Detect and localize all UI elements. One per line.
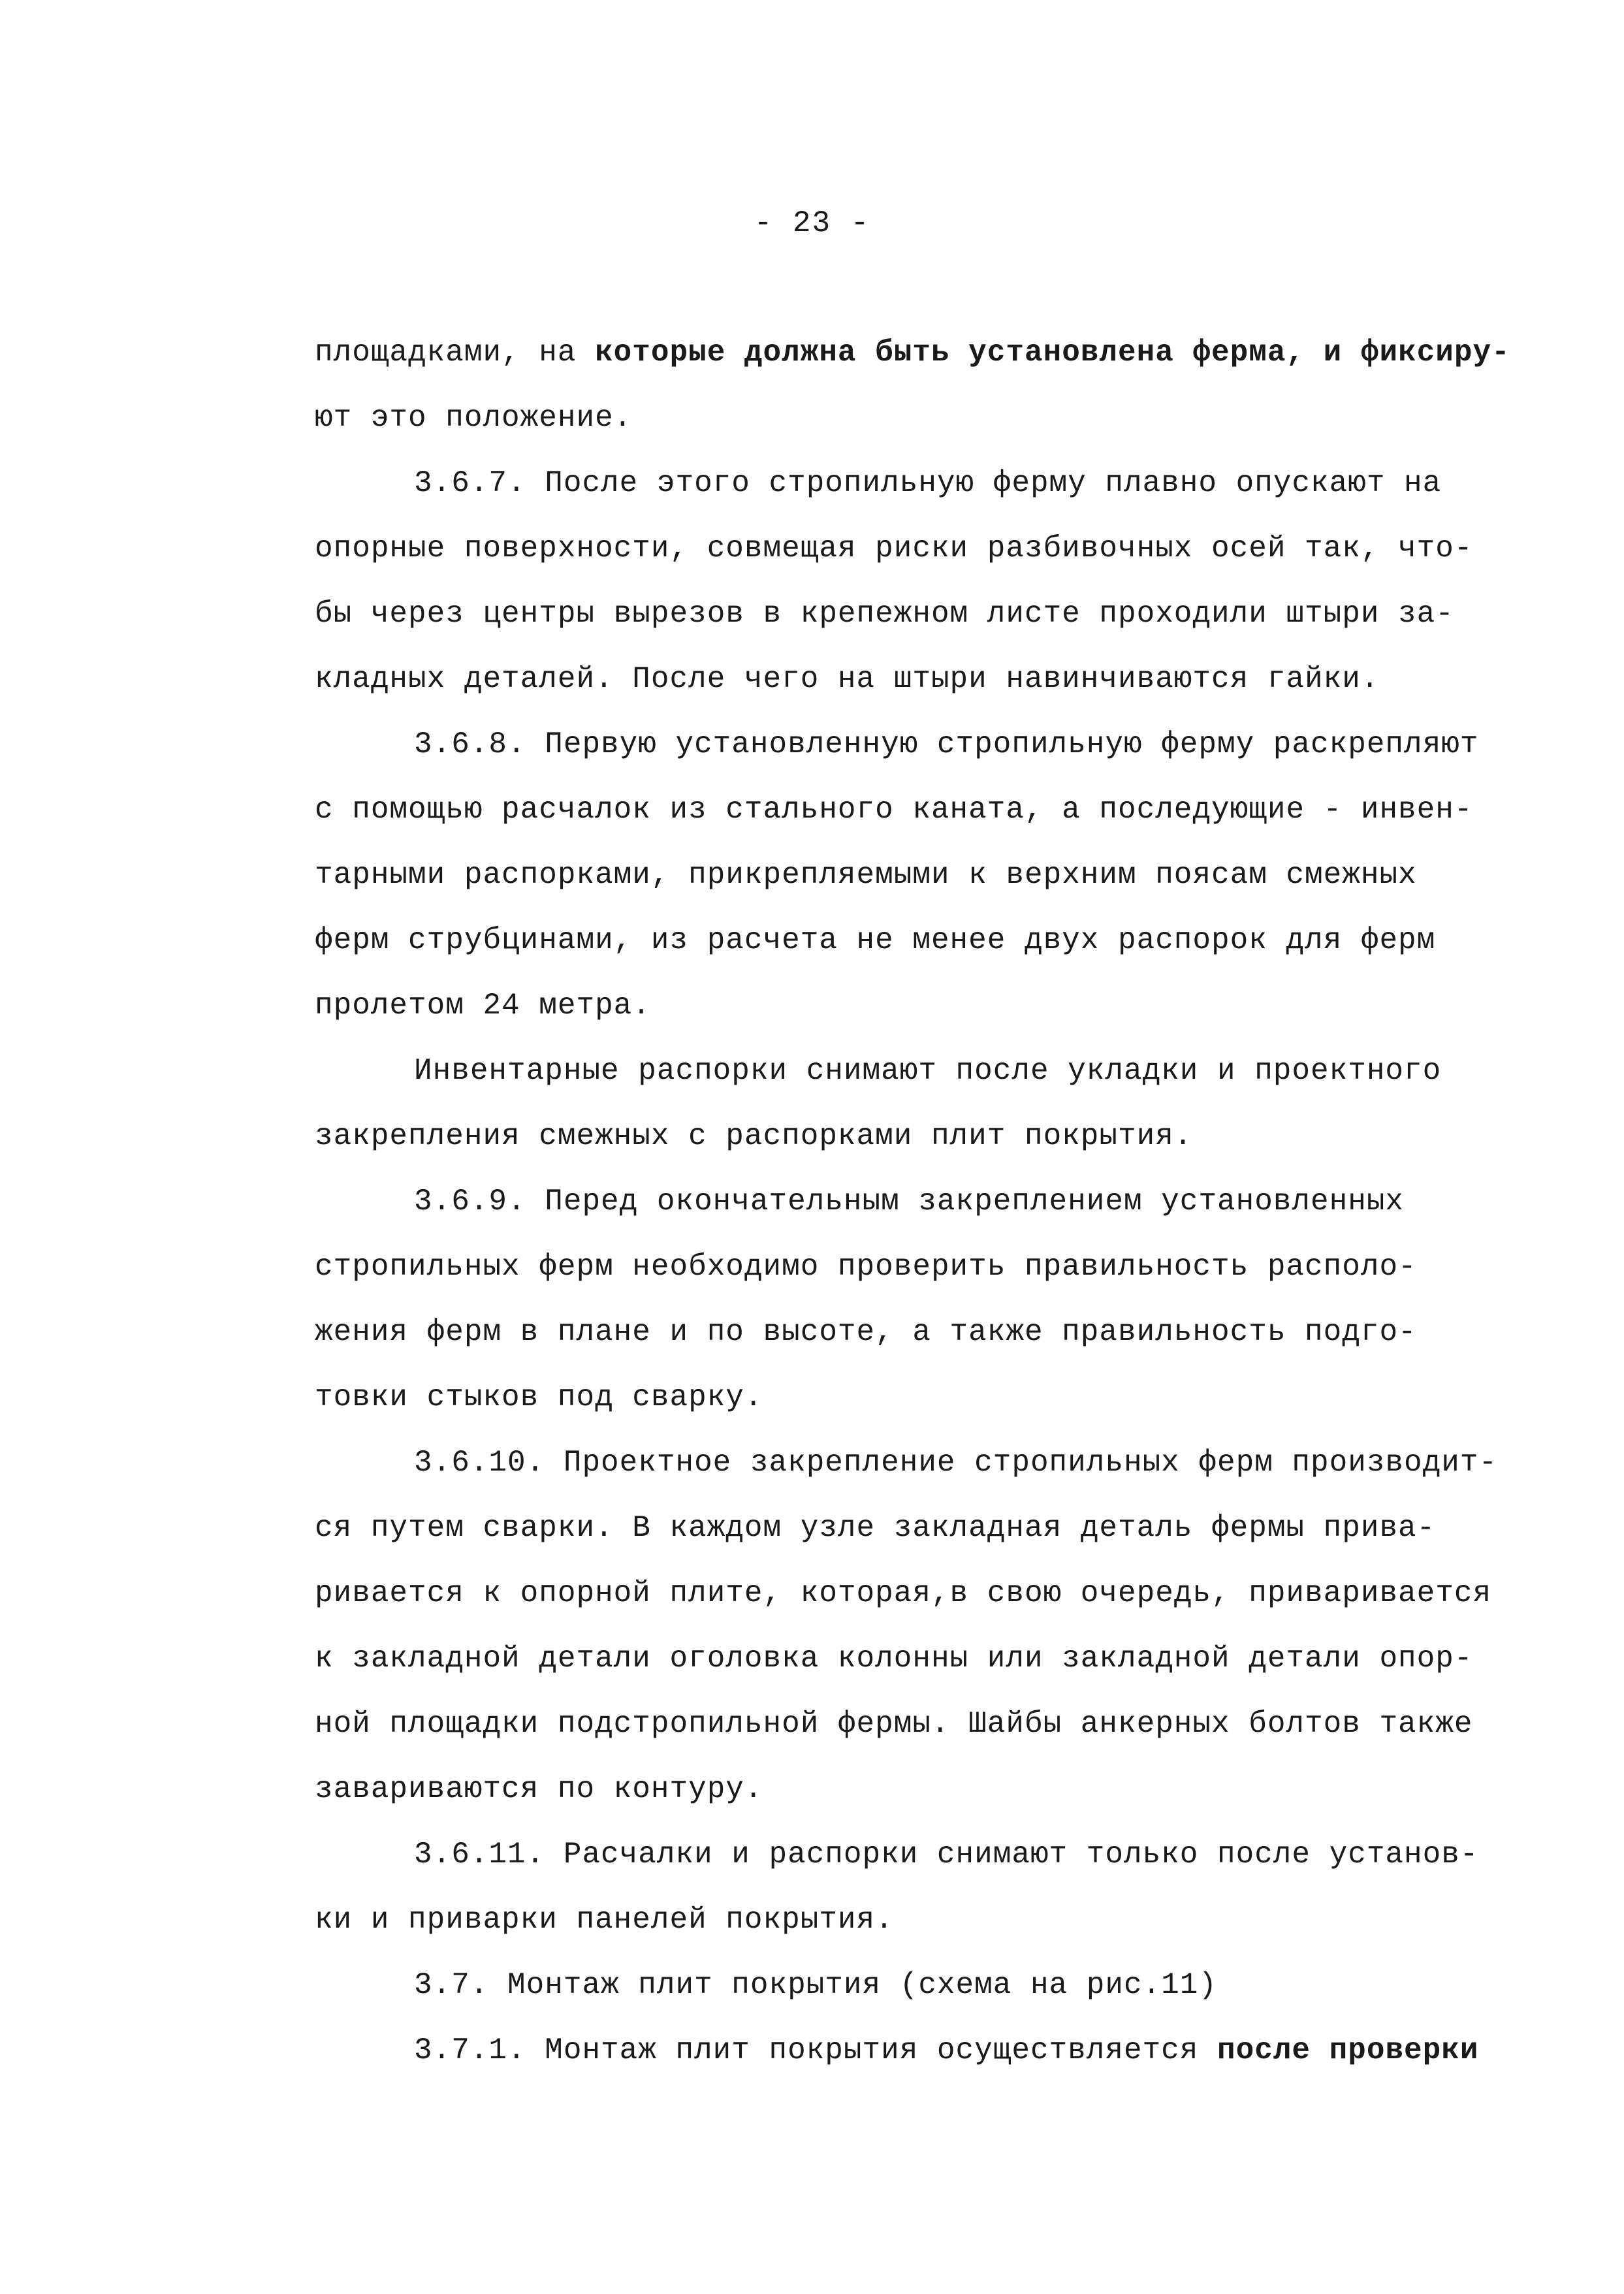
- paragraph-inventory-start: Инвентарные распорки снимают после укладки и проектного: [414, 1054, 1442, 1088]
- text-line: кладных деталей. После чего на штыри навинчиваются гайки.: [315, 662, 1380, 696]
- text-line: опорные поверхности, совмещая риски разбивочных осей так, что-: [315, 532, 1473, 566]
- text-line: ки и приварки панелей покрытия.: [315, 1903, 894, 1937]
- text-line: бы через центры вырезов в крепежном листе проходили штыри за-: [315, 597, 1454, 631]
- paragraph-3-6-11-start: 3.6.11. Расчалки и распорки снимают только после установ-: [414, 1838, 1479, 1872]
- text-line: к закладной детали оголовка колонны или закладной детали опор-: [315, 1642, 1473, 1676]
- text-line: ривается к опорной плите, которая,в свою очередь, приваривается: [315, 1576, 1492, 1610]
- page-number: - 23 -: [754, 206, 870, 240]
- text-line: ют это положение.: [315, 401, 633, 435]
- text-line: товки стыков под сварку.: [315, 1380, 763, 1414]
- text-line: пролетом 24 метра.: [315, 989, 651, 1023]
- paragraph-3-7-1-start: 3.7.1. Монтаж плит покрытия осуществляется после проверки: [414, 2033, 1479, 2067]
- text-line: жения ферм в плане и по высоте, а также правильность подго-: [315, 1315, 1417, 1349]
- text-line: ферм струбцинами, из расчета не менее двух распорок для ферм: [315, 923, 1436, 957]
- text-line: завариваются по контуру.: [315, 1772, 763, 1806]
- text-line: стропильных ферм необходимо проверить правильность располо-: [315, 1250, 1417, 1284]
- text-line: ся путем сварки. В каждом узле закладная деталь фермы прива-: [315, 1511, 1436, 1545]
- paragraph-3-6-7-start: 3.6.7. После этого стропильную ферму плавно опускают на: [414, 466, 1442, 500]
- paragraph-3-6-8-start: 3.6.8. Первую установленную стропильную ферму раскрепляют: [414, 727, 1479, 761]
- text-line: ной площадки подстропильной фермы. Шайбы анкерных болтов также: [315, 1707, 1473, 1741]
- text-line: закрепления смежных с распорками плит покрытия.: [315, 1119, 1193, 1153]
- section-heading-3-7: 3.7. Монтаж плит покрытия (схема на рис.11): [414, 1968, 1217, 2002]
- text-line: тарными распорками, прикрепляемыми к верхним поясам смежных: [315, 858, 1417, 892]
- paragraph-3-6-9-start: 3.6.9. Перед окончательным закреплением установленных: [414, 1185, 1405, 1219]
- text-line: с помощью расчалок из стального каната, а последующие - инвен-: [315, 793, 1473, 827]
- paragraph-3-6-10-start: 3.6.10. Проектное закрепление стропильных ферм производит-: [414, 1446, 1498, 1480]
- text-line: площадками, на которые должна быть установлена ферма, и фиксиру-: [315, 336, 1510, 370]
